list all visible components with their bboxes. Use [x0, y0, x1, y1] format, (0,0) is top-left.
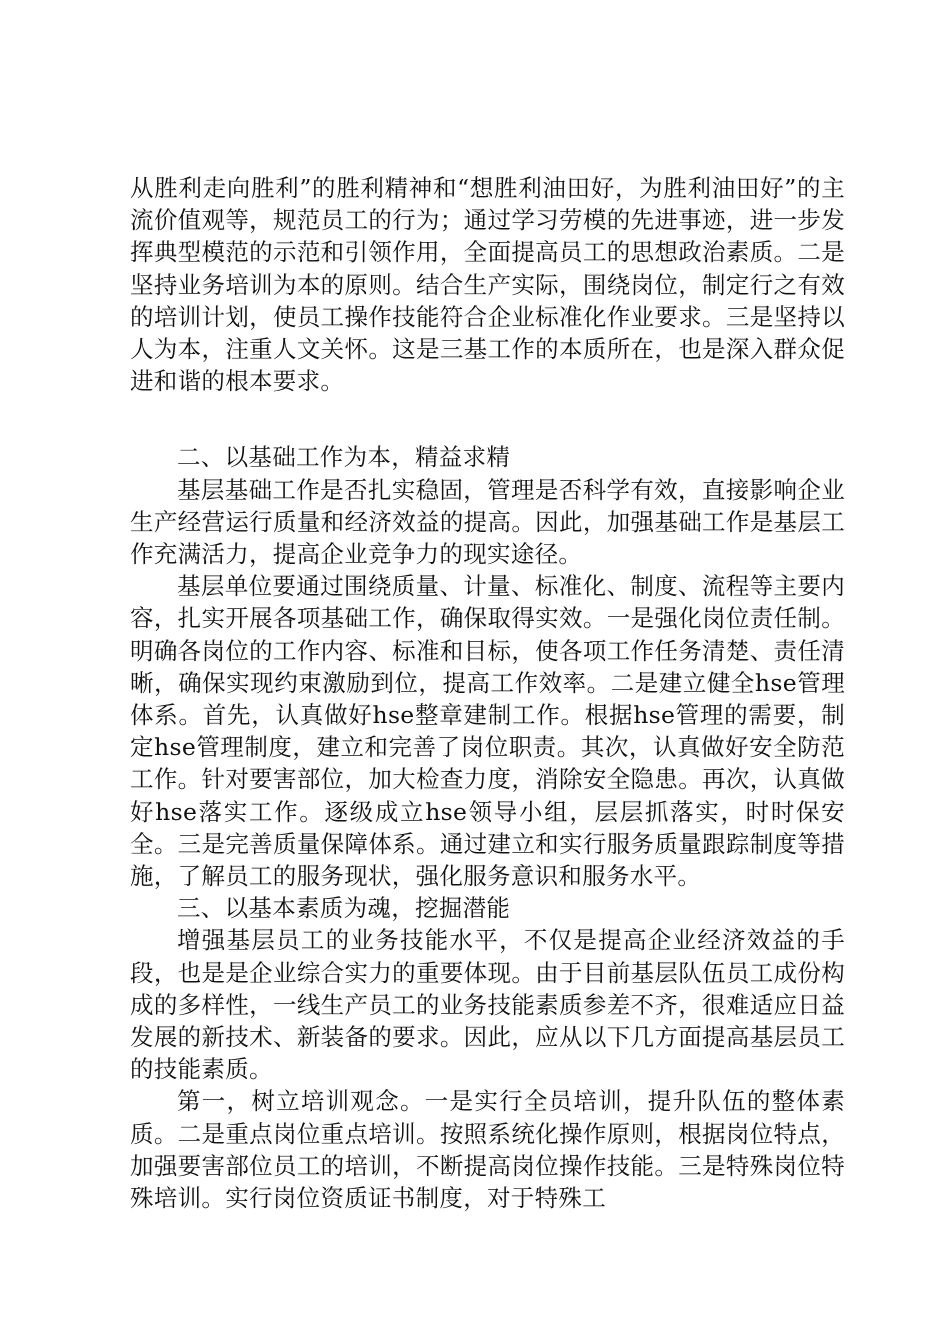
paragraph: 第一，树立培训观念。一是实行全员培训，提升队伍的整体素质。二是重点岗位重点培训。按照系统化操作原则，根据岗位特点，加强要害部位员工的培训，不断提高岗位操作技能。三是特殊岗位特殊培训。实行岗位资质证书制度，对于特殊工: [130, 1087, 845, 1213]
paragraph: 基层基础工作是否扎实稳固，管理是否科学有效，直接影响企业生产经营运行质量和经济效益的提高。因此，加强基础工作是基层工作充满活力，提高企业竞争力的现实途径。: [130, 475, 845, 569]
paragraph-gap: [130, 397, 845, 441]
paragraph-continuation: 从胜利走向胜利”的胜利精神和“想胜利油田好，为胜利油田好”的主流价值观等，规范员工的行为；通过学习劳模的先进事迹，进一步发挥典型模范的示范和引领作用，全面提高员工的思想政治素质。二是坚持业务培训为本的原则。结合生产实际，围绕岗位，制定行之有效的培训计划，使员工操作技能符合企业标准化作业要求。三是坚持以人为本，注重人文关怀。这是三基工作的本质所在，也是深入群众促进和谐的根本要求。: [130, 174, 845, 396]
paragraph: 增强基层员工的业务技能水平，不仅是提高企业经济效益的手段，也是是企业综合实力的重要体现。由于目前基层队伍员工成份构成的多样性，一线生产员工的业务技能素质参差不齐，很难适应日益发展的新技术、新装备的要求。因此，应从以下几方面提高基层员工的技能素质。: [130, 926, 845, 1084]
section-heading-2: 二、以基础工作为本，精益求精: [177, 443, 511, 472]
document-body: [130, 172, 845, 1214]
paragraph: 基层单位要通过围绕质量、计量、标准化、制度、流程等主要内容，扎实开展各项基础工作，确保取得实效。一是强化岗位责任制。明确各岗位的工作内容、标准和目标，使各项工作任务清楚、责任清晰，确保实现约束激励到位，提高工作效率。二是建立健全hse管理体系。首先，认真做好hse整章建制工作。根据hse管理的需要，制定hse管理制度，建立和完善了岗位职责。其次，认真做好安全防范工作。针对要害部位，加大检查力度，消除安全隐患。再次，认真做好hse落实工作。逐级成立hse领导小组，层层抓落实，时时保安全。三是完善质量保障体系。通过建立和实行服务质量跟踪制度等措施，了解员工的服务现状，强化服务意识和服务水平。: [130, 572, 845, 891]
section-heading-3: 三、以基本素质为魂，挖掘潜能: [177, 894, 511, 923]
